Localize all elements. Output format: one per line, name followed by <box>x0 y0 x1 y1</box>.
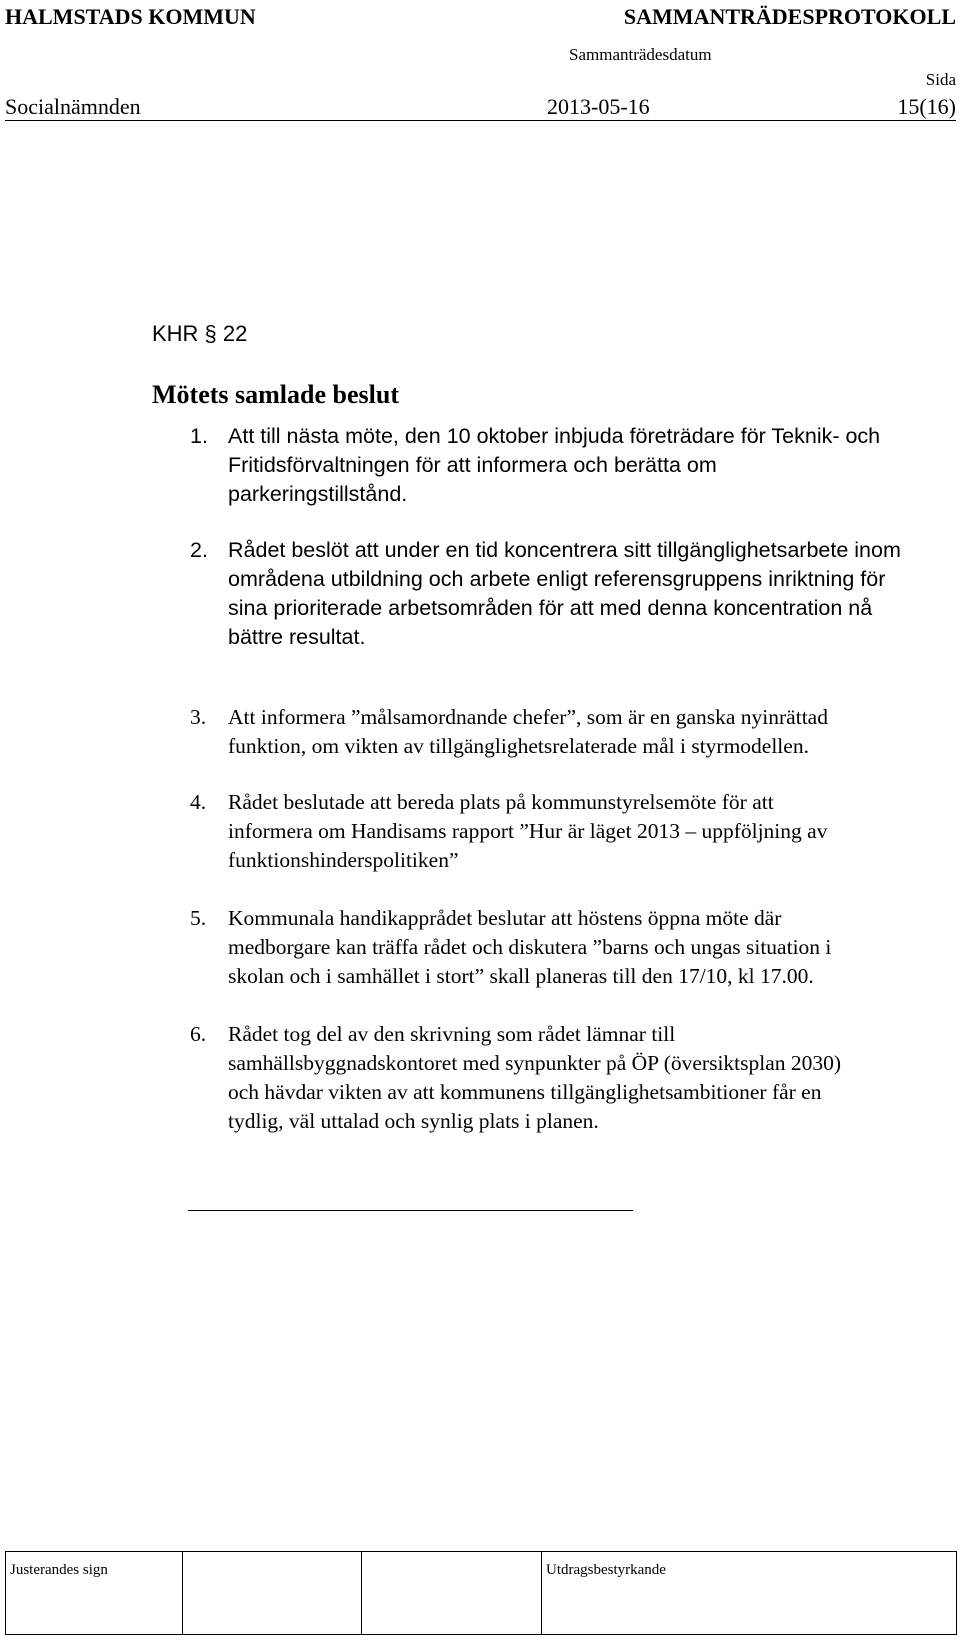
item-line: skolan och i samhället i stort” skall planeras till den 17/10, kl 17.00. <box>228 964 814 988</box>
item-number: 2. <box>190 538 208 562</box>
item-line: funktion, om vikten av tillgänglighetsrelaterade mål i styrmodellen. <box>228 734 809 758</box>
item-line: områdena utbildning och arbete enligt referensgruppens inriktning för <box>228 567 886 591</box>
item-line: Att till nästa möte, den 10 oktober inbjuda företrädare för Teknik- och <box>228 424 881 448</box>
item-number: 1. <box>190 424 208 448</box>
decision-item-6 <box>190 1020 950 1136</box>
committee-name: Socialnämnden <box>5 94 141 119</box>
item-line: parkeringstillstånd. <box>228 482 408 506</box>
document-type: SAMMANTRÄDESPROTOKOLL <box>623 4 956 29</box>
signature-line <box>188 1210 633 1211</box>
item-line: tydlig, väl uttalad och synlig plats i planen. <box>228 1109 599 1133</box>
section-identifier: KHR § 22 <box>152 321 248 346</box>
item-line: Fritidsförvaltningen för att informera och berätta om <box>228 453 717 477</box>
item-number: 5. <box>190 906 207 930</box>
item-line: och hävdar vikten av att kommunens tillgänglighetsambitioner får en <box>228 1080 822 1104</box>
item-line: samhällsbyggnadskontoret med synpunkter på ÖP (översiktsplan 2030) <box>228 1051 842 1075</box>
decision-item-2 <box>190 536 950 652</box>
signature-cell-divider <box>541 1552 542 1634</box>
item-line: funktionshinderspolitiken” <box>228 848 459 872</box>
item-number: 4. <box>190 790 207 814</box>
item-line: Rådet beslutade att bereda plats på kommunstyrelsemöte för att <box>228 790 774 814</box>
item-line: informera om Handisams rapport ”Hur är läget 2013 – uppföljning av <box>228 819 828 843</box>
decision-item-4 <box>190 788 950 875</box>
item-line: Rådet tog del av den skrivning som rådet lämnar till <box>228 1022 676 1046</box>
item-line: Att informera ”målsamordnande chefer”, som är en ganska nyinrättad <box>228 705 828 729</box>
meeting-date-label: Sammanträdesdatum <box>569 45 712 64</box>
section-title: Mötets samlade beslut <box>152 380 399 409</box>
signature-cell-divider <box>182 1552 183 1634</box>
item-number: 3. <box>190 705 207 729</box>
adjuster-signature-label: Justerandes sign <box>10 1562 108 1578</box>
decision-item-5 <box>190 904 950 991</box>
page-label: Sida <box>925 70 956 89</box>
decision-item-3 <box>190 703 950 761</box>
item-line: Kommunala handikapprådet beslutar att höstens öppna möte där <box>228 906 782 930</box>
organization-name: HALMSTADS KOMMUN <box>5 4 256 29</box>
item-line: Rådet beslöt att under en tid koncentrera sitt tillgänglighetsarbete inom <box>228 538 901 562</box>
footer-signature-table <box>5 1551 957 1635</box>
signature-cell-divider <box>361 1552 362 1634</box>
extract-certification-label: Utdragsbestyrkande <box>546 1562 666 1578</box>
item-number: 6. <box>190 1022 207 1046</box>
meeting-date: 2013-05-16 <box>547 94 650 119</box>
item-line: medborgare kan träffa rådet och diskutera ”barns och ungas situation i <box>228 935 832 959</box>
item-line: sina prioriterade arbetsområden för att med denna koncentration nå <box>228 596 873 620</box>
page-number: 15(16) <box>897 94 956 119</box>
item-line: bättre resultat. <box>228 625 366 649</box>
decision-item-1 <box>190 422 950 509</box>
header-divider <box>5 120 956 121</box>
